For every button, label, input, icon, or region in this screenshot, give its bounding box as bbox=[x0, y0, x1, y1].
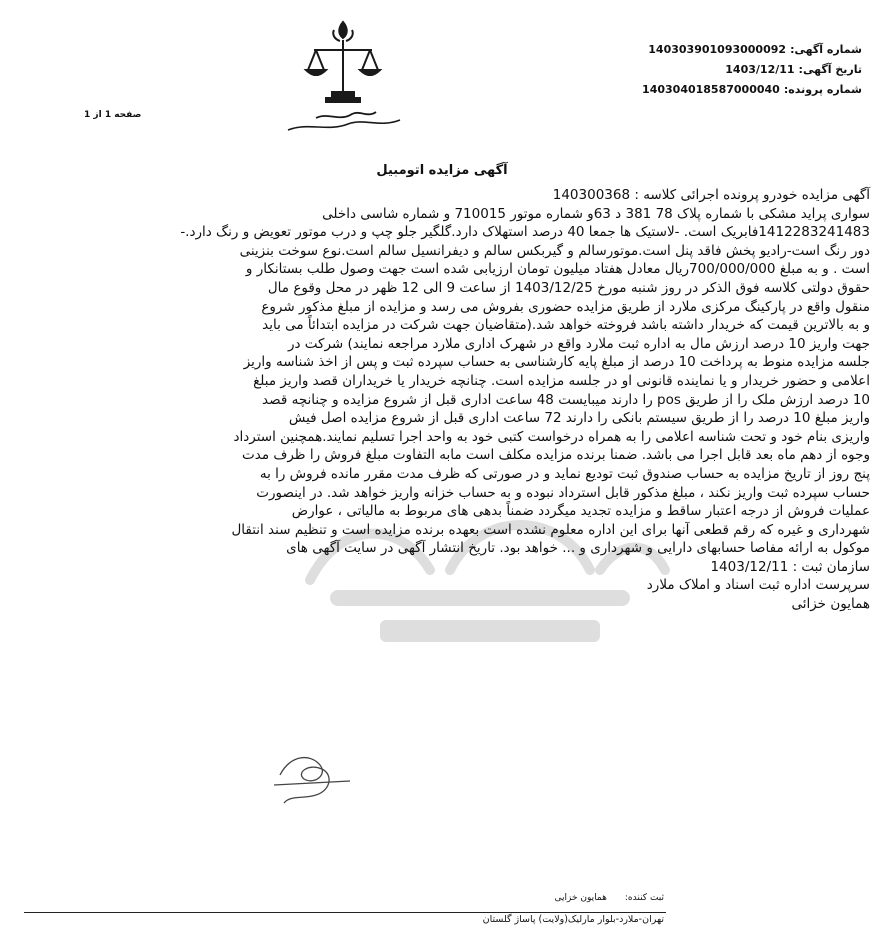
body-line: منقول واقع در پارکینگ مرکزی ملارد از طریق مزایده حضوری بفروش می رسد و مزایده از مبلغ مذکور شروع bbox=[261, 298, 870, 315]
ad-number-label: شماره آگهی: bbox=[790, 43, 862, 56]
ad-date: 1403/12/11 bbox=[725, 63, 795, 76]
body-line: جهت واریز 10 درصد ارزش مال به اداره ثبت ملارد واقع در شهرک اداری ملارد مراجعه نمایند) شرکت در bbox=[287, 335, 870, 352]
footer-address: تهران-ملارد-بلوار مارلیک(ولایت) پاساژ گلستان bbox=[482, 914, 664, 925]
body-line: 1412283241483فابریک است. -لاستیک ها جمعا 40 درصد استهلاک دارد.گلگیر جلو چپ و درب موتور تعویض و رنگ دارد.- bbox=[180, 224, 870, 241]
body-line: واریز مبلغ 10 درصد را از طریق سیستم بانکی را دارند 72 ساعت اداری قبل از شروع مزایده اصل فیش bbox=[288, 410, 870, 427]
body-line: آگهی مزایده خودرو پرونده اجرائی کلاسه : 140300368 bbox=[552, 187, 870, 203]
judiciary-emblem bbox=[268, 14, 418, 134]
body-line: پنج روز از تاریخ مزایده به حساب صندوق ثبت تودیع نماید و در صورتی که ظرف مدت مقرر مانده فروش را به bbox=[259, 465, 870, 482]
signature-icon bbox=[260, 745, 360, 815]
body-line: حساب سپرده ثبت واریز نکند ، مبلغ مذکور قابل استرداد نبوده و به حساب خزانه واریز خواهد شد. در اینصورت bbox=[256, 484, 870, 501]
body-line: دور رنگ است-رادیو پخش فاقد پنل است.موتورسالم و گیربکس سالم و دیفرانسیل سالم است.نوع سوخت بنزینی bbox=[239, 242, 870, 259]
body-line: و به بالاترین قیمت که خریدار داشته باشد فروخته خواهد شد.(متقاضیان جهت شرکت در مزایده ابتدائاً می باید bbox=[262, 317, 870, 334]
body-line: اعلامی و حضور خریدار و یا نماینده قانونی او در جلسه مزایده است. چنانچه خریدار یا خریداران قصد واریز مبلغ bbox=[253, 372, 870, 389]
signer-name: همایون خزائی bbox=[791, 596, 870, 613]
body-line: شهرداری و غیره که رقم قطعی آنها برای این اداره معلوم نشده است بعهده برنده مزایده است و تنظیم سند انتقال bbox=[231, 521, 870, 538]
body-line: وجوه از دهم ماه بعد قابل اجرا می باشد. ضمنا برنده مزایده مکلف است مابه التفاوت مبلغ فروش را ظرف مدت bbox=[242, 447, 870, 464]
footer-divider bbox=[24, 912, 666, 913]
body-line: موکول به ارائه مفاصا حسابهای دارایی و شهرداری و ... خواهد بود. تاریخ انتشار آگهی در سایت آگهی های bbox=[286, 540, 870, 557]
ad-header-info bbox=[562, 40, 862, 100]
ad-date-row bbox=[562, 60, 862, 80]
ad-body bbox=[8, 186, 870, 614]
page-title: آگهی مزایده اتومبیل bbox=[376, 163, 508, 178]
ad-number-row bbox=[562, 40, 862, 60]
body-line: 10 درصد ارزش ملک را از طریق pos را دارند میبایست 48 ساعت اداری قبل از شروع مزایده و چنانچه قصد bbox=[262, 391, 870, 408]
footer-recorder bbox=[555, 893, 664, 903]
file-number-row bbox=[562, 80, 862, 100]
body-line: عملیات فروش از درجه اعتبار ساقط و مزایده تجدید میگردد ضمناً بدهی های مربوط به مالیاتی ، عوارض bbox=[291, 503, 870, 520]
body-line: واریزی بنام خود و تحت شناسه اعلامی را به همراه درخواست کتبی خود به واحد اجرا تسلیم نمایند.همچنین استرداد bbox=[233, 428, 870, 445]
recorder-label: ثبت کننده: bbox=[624, 893, 664, 903]
ad-number: 140303901093000092 bbox=[648, 43, 787, 56]
page-indicator: صفحه 1 از 1 bbox=[84, 110, 142, 120]
scales-of-justice-icon bbox=[268, 14, 418, 134]
publish-date-line: سازمان ثبت : 1403/12/11 bbox=[710, 558, 870, 575]
handwritten-signature bbox=[260, 745, 360, 815]
body-line: است . و به مبلغ 700/000/000ریال معادل هفتاد میلیون تومان ارزیابی شده است جهت وصول طلب بستانکار و bbox=[245, 261, 870, 278]
file-number: 140304018587000040 bbox=[642, 83, 780, 96]
signer-title: سرپرست اداره ثبت اسناد و املاک ملارد bbox=[646, 577, 870, 594]
body-line: سواری پراید مشکی با شماره پلاک 78 381 د 63و شماره موتور 710015 و شماره شاسی داخلی bbox=[322, 205, 870, 222]
body-line: حقوق دولتی کلاسه فوق الذکر در روز شنبه مورخ 1403/12/25 از ساعت 9 الی 12 ظهر در محل وقوع مال bbox=[267, 279, 870, 296]
file-number-label: شماره پرونده: bbox=[783, 83, 862, 96]
body-line: جلسه مزایده منوط به پرداخت 10 درصد از مبلغ پایه کارشناسی به حساب سپرده ثبت و پس از اخذ شناسه واریز bbox=[243, 354, 870, 371]
recorder-name: همایون خزایی bbox=[554, 893, 607, 903]
ad-date-label: تاریخ آگهی: bbox=[798, 63, 862, 76]
